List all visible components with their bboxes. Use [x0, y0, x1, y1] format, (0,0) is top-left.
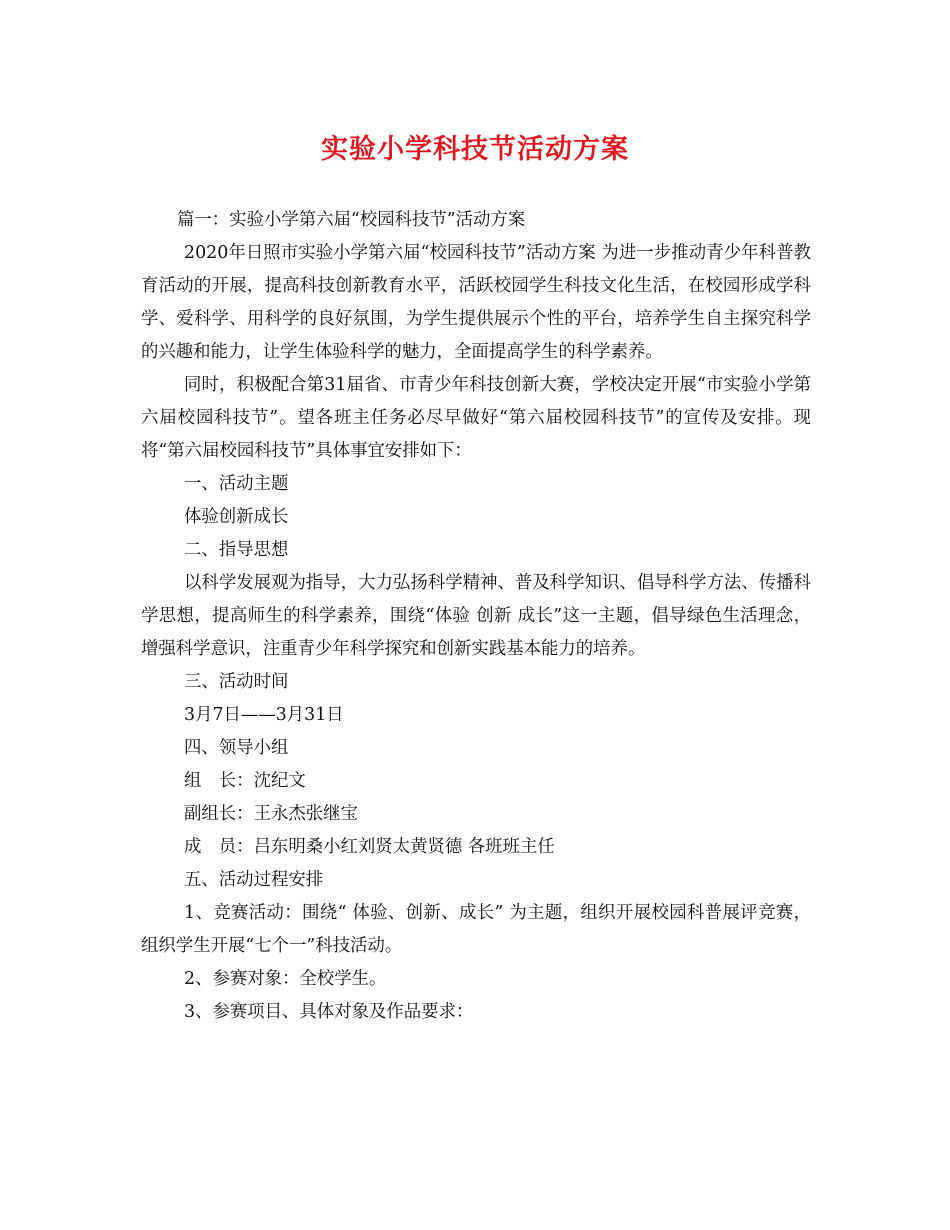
heading-activity-theme: 一、活动主题	[184, 474, 289, 494]
leader-line: 组 长：沈纪文	[184, 771, 306, 791]
activity-time-text: 3月7日——3月31日	[184, 705, 344, 725]
document-title: 实验小学科技节活动方案	[321, 134, 629, 165]
paragraph-requirements: 3、参赛项目、具体对象及作品要求：	[184, 1002, 474, 1022]
paragraph-intro: 2020年日照市实验小学第六届“校园科技节”活动方案 为进一步推动青少年科普教育活动的开展，提高科技创新教育水平，活跃校园学生科技文化生活，在校园形成学科学、爱科学、用科学的良好氛围，为学生提供展示个性的平台，培养学生自主探究科学的兴趣和能力，让学生体验科学的魅力，全面提高学生的科学素养。	[141, 243, 811, 362]
members-line: 成 员：吕东明桑小红刘贤太黄贤德 各班班主任	[184, 837, 555, 857]
paragraph-arrangement: 同时，积极配合第31届省、市青少年科技创新大赛，学校决定开展“市实验小学第六届校园科技节”。望各班主任务必尽早做好“第六届校园科技节”的宣传及安排。现将“第六届校园科技节”具体事宜安排如下：	[141, 375, 811, 461]
paragraph-participants: 2、参赛对象：全校学生。	[184, 969, 387, 989]
activity-theme-text: 体验创新成长	[184, 507, 289, 527]
paragraph-competition: 1、竞赛活动：围绕“ 体验、创新、成长” 为主题，组织开展校园科普展评竞赛，组织学生开展“七个一”科技活动。	[141, 903, 811, 956]
heading-activity-time: 三、活动时间	[184, 672, 289, 692]
heading-guiding-ideology: 二、指导思想	[184, 540, 289, 560]
document-body	[141, 204, 811, 1029]
heading-leadership-group: 四、领导小组	[184, 738, 289, 758]
section-heading-part-one: 篇一：实验小学第六届“校园科技节”活动方案	[177, 210, 526, 230]
paragraph-guiding-ideology: 以科学发展观为指导，大力弘扬科学精神、普及科学知识、倡导科学方法、传播科学思想，提高师生的科学素养，围绕“体验 创新 成长”这一主题，倡导绿色生活理念，增强科学意识，注重青少年科学探究和创新实践基本能力的培养。	[141, 573, 811, 659]
heading-activity-process: 五、活动过程安排	[184, 870, 324, 890]
deputy-leader-line: 副组长：王永杰张继宝	[184, 804, 358, 824]
